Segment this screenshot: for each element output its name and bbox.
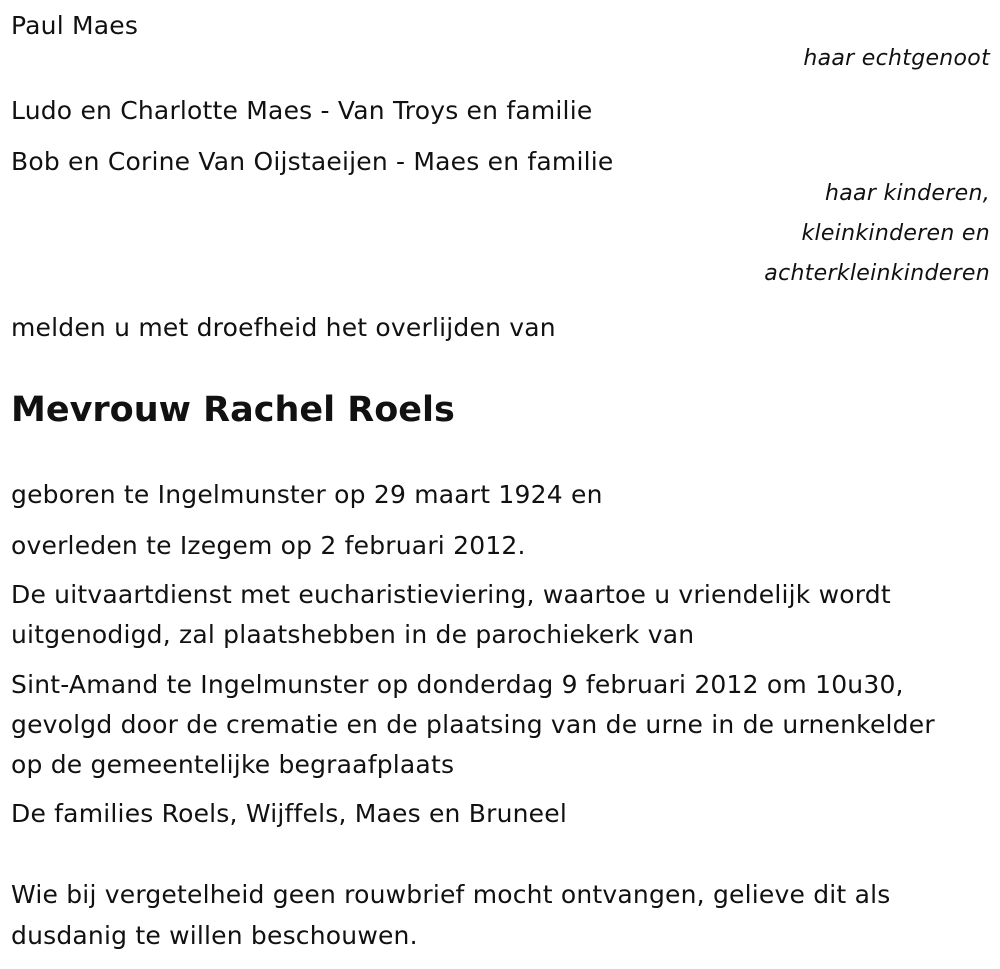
service-line-1: De uitvaartdienst met eucharistieviering, waartoe u vriendelijk wordt [11,580,891,609]
service-line-2: uitgenodigd, zal plaatshebben in de parochiekerk van [11,620,695,649]
children-role-line-3: achterkleinkinderen [764,261,990,286]
notice-line-2: dusdanig te willen beschouwen. [11,921,418,950]
deceased-name: Mevrouw Rachel Roels [11,390,455,430]
children-role-line-2: kleinkinderen en [801,221,990,246]
death-line: overleden te Izegem op 2 februari 2012. [11,531,526,560]
children-line-1: Ludo en Charlotte Maes - Van Troys en familie [11,96,593,125]
children-line-2: Bob en Corine Van Oijstaeijen - Maes en familie [11,147,614,176]
location-line-1: Sint-Amand te Ingelmunster op donderdag 9 februari 2012 om 10u30, [11,670,904,699]
location-line-2: gevolgd door de crematie en de plaatsing van de urne in de urnenkelder [11,710,935,739]
spouse-role: haar echtgenoot [803,46,990,71]
children-role-line-1: haar kinderen, [825,181,990,206]
families-line: De families Roels, Wijffels, Maes en Bruneel [11,799,567,828]
announcement-text: melden u met droefheid het overlijden van [11,313,556,342]
notice-line-1: Wie bij vergetelheid geen rouwbrief mocht ontvangen, gelieve dit als [11,880,891,909]
birth-line: geboren te Ingelmunster op 29 maart 1924 en [11,480,603,509]
location-line-3: op de gemeentelijke begraafplaats [11,750,455,779]
spouse-name: Paul Maes [11,11,139,40]
